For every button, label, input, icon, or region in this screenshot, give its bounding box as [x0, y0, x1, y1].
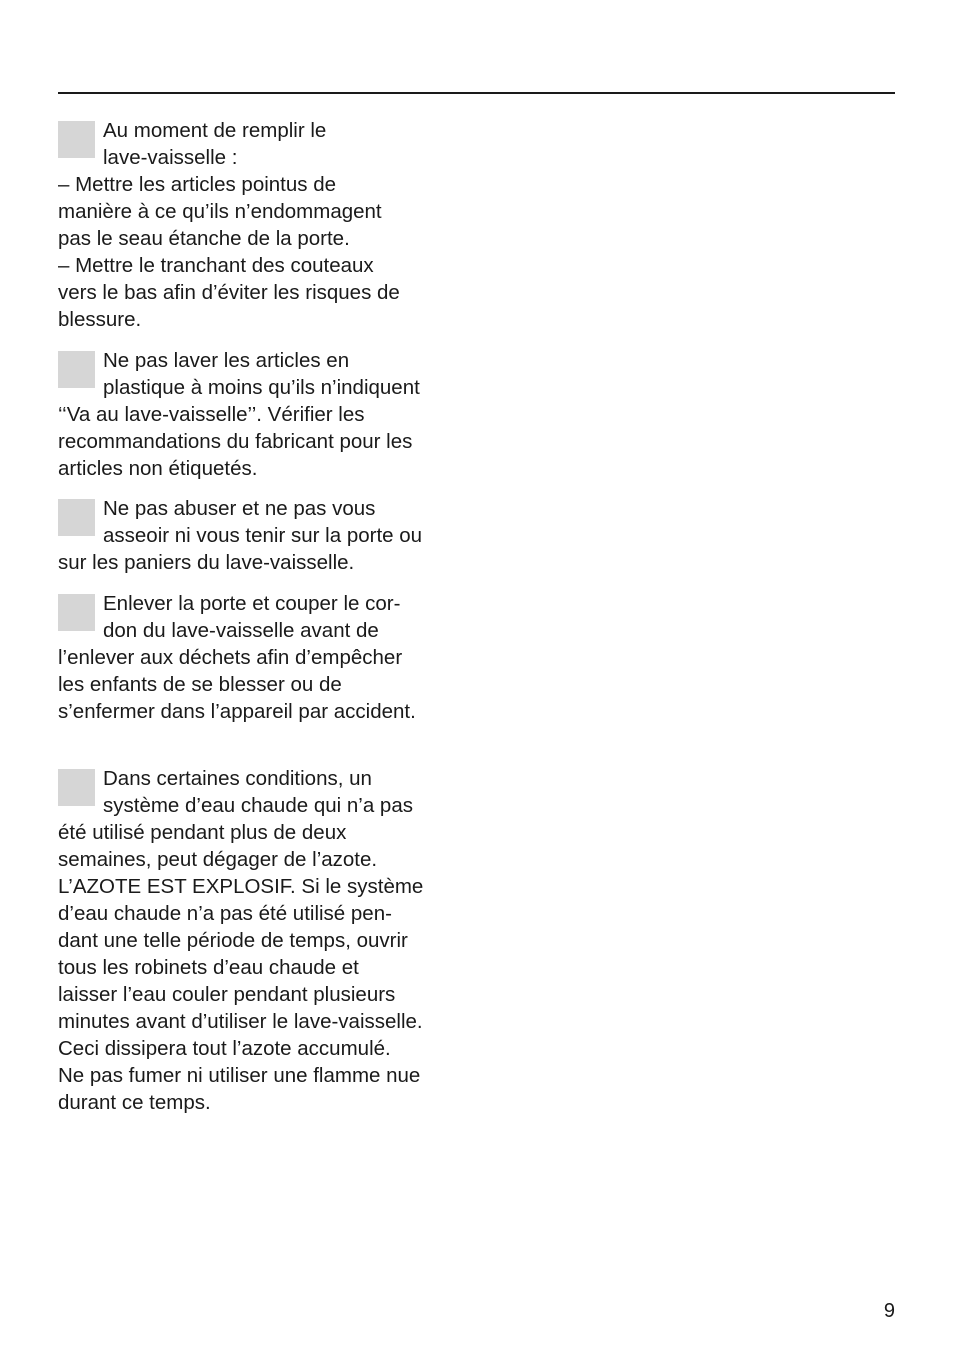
- safety-instruction-door: [58, 495, 468, 576]
- bullet-marker: [58, 121, 95, 158]
- text-line: plastique à moins qu’ils n’indiquent: [103, 376, 420, 399]
- text-line: asseoir ni vous tenir sur la porte ou: [103, 524, 423, 547]
- text-line: manière à ce qu’ils n’endommagent: [58, 200, 382, 223]
- bullet-marker: [58, 351, 95, 388]
- safety-instruction-plastic: [58, 347, 468, 482]
- bullet-marker: [58, 769, 95, 806]
- text-line: Dans certaines conditions, un: [103, 767, 372, 790]
- text-line: vers le bas afin d’éviter les risques de: [58, 281, 400, 304]
- safety-instruction-loading: [58, 117, 468, 333]
- text-line: blessure.: [58, 308, 142, 331]
- text-line: Au moment de remplir le: [103, 119, 327, 142]
- text-line: Ceci dissipera tout l’azote accumulé.: [58, 1037, 391, 1060]
- text-line: laisser l’eau couler pendant plusieurs: [58, 983, 396, 1006]
- text-line: l’enlever aux déchets afin d’empêcher: [58, 646, 403, 669]
- text-line: ‘‘Va au lave-vaisselle’’. Vérifier les: [58, 403, 365, 426]
- text-line: Enlever la porte et couper le cor-: [103, 592, 401, 615]
- page-number: 9: [883, 1300, 895, 1322]
- instruction-lead: [58, 347, 468, 401]
- instruction-lead: [58, 117, 468, 171]
- text-line: tous les robinets d’eau chaude et: [58, 956, 359, 979]
- text-line: système d’eau chaude qui n’a pas: [103, 794, 413, 817]
- bullet-marker: [58, 594, 95, 631]
- text-line: été utilisé pendant plus de deux: [58, 821, 347, 844]
- instruction-lead: [58, 765, 468, 819]
- header-rule: [58, 92, 895, 94]
- text-line: semaines, peut dégager de l’azote.: [58, 848, 378, 871]
- text-line: s’enfermer dans l’appareil par accident.: [58, 700, 416, 723]
- text-line: recommandations du fabricant pour les: [58, 430, 413, 453]
- instruction-lead: [58, 590, 468, 644]
- text-line: sur les paniers du lave-vaisselle.: [58, 551, 355, 574]
- instruction-lead: [58, 495, 468, 549]
- text-line: don du lave-vaisselle avant de: [103, 619, 379, 642]
- safety-instruction-disposal: [58, 590, 468, 725]
- text-line: – Mettre le tranchant des couteaux: [58, 254, 374, 277]
- text-line: L’AZOTE EST EXPLOSIF. Si le système: [58, 875, 424, 898]
- text-line: articles non étiquetés.: [58, 457, 258, 480]
- bullet-marker: [58, 499, 95, 536]
- text-line: Ne pas fumer ni utiliser une flamme nue: [58, 1064, 421, 1087]
- text-line: durant ce temps.: [58, 1091, 211, 1114]
- text-line: les enfants de se blesser ou de: [58, 673, 342, 696]
- text-line: d’eau chaude n’a pas été utilisé pen-: [58, 902, 392, 925]
- text-line: minutes avant d’utiliser le lave-vaisselle.: [58, 1010, 423, 1033]
- text-line: Ne pas abuser et ne pas vous: [103, 497, 376, 520]
- text-line: dant une telle période de temps, ouvrir: [58, 929, 408, 952]
- text-line: pas le seau étanche de la porte.: [58, 227, 350, 250]
- text-line: lave-vaisselle :: [103, 146, 238, 169]
- safety-instruction-hydrogen: [58, 765, 468, 1116]
- text-line: – Mettre les articles pointus de: [58, 173, 337, 196]
- text-line: Ne pas laver les articles en: [103, 349, 350, 372]
